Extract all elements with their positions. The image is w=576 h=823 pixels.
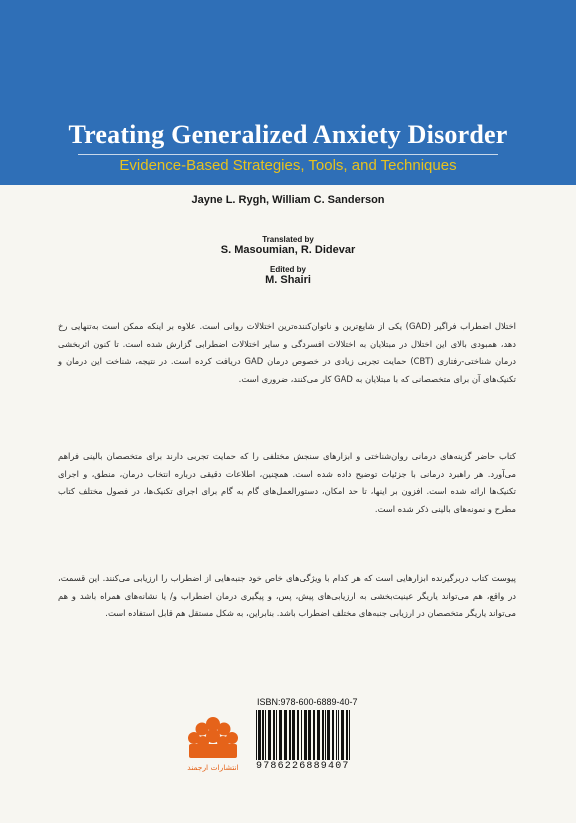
translators-names: S. Masoumian, R. Didevar — [220, 244, 356, 256]
description-paragraph-2: کتاب حاضر گزینه‌های درمانی روان‌شناختی و ابزارهای سنجش مختلفی را که حمایت تجربی دارند برای متخصصان بالینی فراهم می‌آورد. هر راهبرد درمانی با جزئیات توضیح داده شده است. همچنین، اطلاعات دقیقی درباره انتخاب درمان، منطق، و اجرای تکنیک‌ها ارائه شده است. افزون بر اینها، تا حد امکان، دستورالعمل‌های گام به گام برای اجرای تکنیک‌ها، در فصول مختلف کتاب مطرح و نمونه‌های بالینی ذکر شده است. — [58, 451, 516, 514]
barcode — [254, 710, 390, 760]
barcode-bar — [279, 710, 282, 760]
barcode-bar — [327, 710, 330, 760]
barcode-bar — [304, 710, 307, 760]
barcode-bar — [292, 710, 295, 760]
barcode-bar — [308, 710, 311, 760]
barcode-bar — [256, 710, 257, 760]
edited-by-label: Edited by — [269, 265, 306, 274]
barcode-bar — [349, 710, 350, 760]
barcode-bar — [322, 710, 324, 760]
isbn-block — [254, 697, 394, 772]
book-title: Treating Generalized Anxiety Disorder — [68, 120, 508, 149]
barcode-bar — [313, 710, 315, 760]
barcode-bar — [325, 710, 326, 760]
barcode-bar — [276, 710, 277, 760]
publisher-logo-text: انتشارات ارجمند — [187, 763, 239, 772]
barcode-bar — [332, 710, 334, 760]
barcode-bar — [338, 710, 339, 760]
publisher-logo — [183, 710, 243, 780]
barcode-bar — [289, 710, 291, 760]
isbn-label: ISBN:978-600-6889-40-7 — [257, 697, 358, 707]
barcode-bar — [265, 710, 266, 760]
barcode-bar — [284, 710, 287, 760]
book-authors: Jayne L. Rygh, William C. Sanderson — [191, 194, 385, 206]
description-paragraph-3: پیوست کتاب دربرگیرنده ابزارهایی است که هر کدام با ویژگی‌های خاص خود جنبه‌هایی از اضطراب را ارزیابی می‌کنند. این قسمت، در واقع، هم می‌تواند یاریگر عینیت‌بخشی به ارزیابی‌های پیش، پس، و پیگیری درمان اضطراب و/ یا نشانه‌های همراه باشد و هم می‌تواند یاریگر متخصصان در ارزیابی جنبه‌های مختلف اضطراب باشد. بنابراین، به شکل مستقل هم قابل استفاده است. — [58, 573, 516, 619]
barcode-bar — [297, 710, 299, 760]
barcode-bar — [268, 710, 271, 760]
barcode-bar — [336, 710, 337, 760]
barcode-bar — [346, 710, 348, 760]
description-paragraph-1: اختلال اضطراب فراگیر (GAD) یکی از شایع‌ترین و ناتوان‌کننده‌ترین اختلالات روانی است. علاوه بر اینکه ممکن است به‌تنهایی رخ دهد، همبودی بالای این اختلال در مبتلایان به اختلالات افسردگی و سایر اختلالات اضطرابی گزارش شده است. تا کنون اثربخشی درمان شناختی-رفتاری (CBT) حمایت تجربی زیادی در خصوص درمان GAD دریافت کرده است. در نتیجه، شناخت این درمان و تکنیک‌های آن برای متخصصانی که با مبتلایان به GAD کار می‌کنند، ضروری است. — [58, 321, 516, 384]
book-subtitle: Evidence-Based Strategies, Tools, and Techniques — [119, 157, 457, 174]
translated-by-label: Translated by — [262, 235, 314, 244]
barcode-number: 9786226889407 — [256, 761, 350, 772]
barcode-bar — [273, 710, 275, 760]
editor-name: M. Shairi — [265, 274, 311, 286]
barcode-bar — [258, 710, 261, 760]
barcode-bar — [341, 710, 344, 760]
barcode-bar — [301, 710, 302, 760]
barcode-bar — [317, 710, 320, 760]
barcode-bar — [262, 710, 264, 760]
title-divider — [78, 154, 498, 155]
